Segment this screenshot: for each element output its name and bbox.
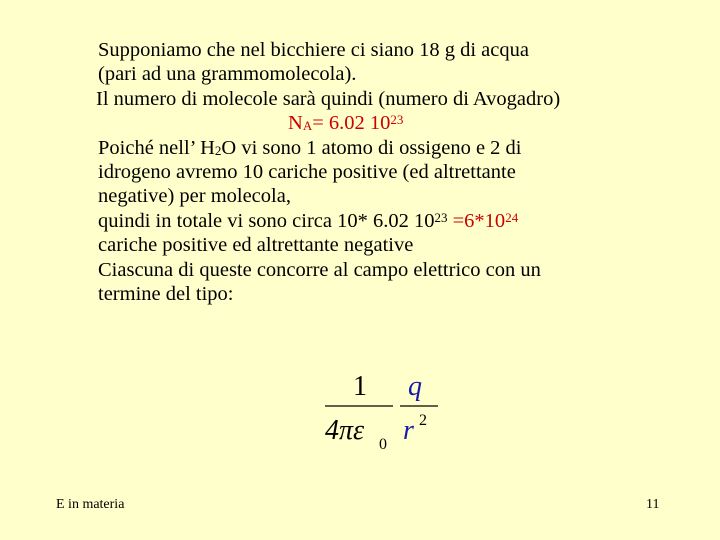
page-number: 11 <box>646 497 660 512</box>
text-line: Poiché nell’ $H_2O$ vi sono 1 atomo di ossigeno e 2 di <box>98 136 522 159</box>
formula-denominator-1: 4πε <box>325 415 365 446</box>
formula-denominator-2: r <box>403 415 414 446</box>
formula-denominator-2-exp: 2 <box>419 412 427 429</box>
formula-numerator-2: q <box>408 371 422 402</box>
slide-body <box>98 38 698 306</box>
avogadro-number: $N_A= 6.02$ $10^{23}$ <box>288 112 404 135</box>
text-line: quindi in totale vi sono circa 10* 6.02 $10^{23} =6*10^{24}$ <box>98 209 519 232</box>
text-line: Il numero di molecole sarà quindi (numero di Avogadro) <box>96 87 561 110</box>
text-line: cariche positive ed altrettante negative <box>98 234 414 257</box>
text-line: (pari ad una grammomolecola). <box>98 63 357 86</box>
formula-numerator-1: 1 <box>353 371 367 402</box>
coulomb-formula <box>320 365 450 455</box>
text-line: idrogeno avremo 10 cariche positive (ed altrettante <box>98 161 516 184</box>
text-line: negative) per molecola, <box>98 185 291 208</box>
text-line: termine del tipo: <box>98 283 234 306</box>
formula-denominator-1-sub: 0 <box>379 436 387 453</box>
text-line: Supponiamo che nel bicchiere ci siano 18 g di acqua <box>98 39 529 61</box>
text-line: Ciascuna di queste concorre al campo elettrico con un <box>98 258 541 281</box>
footer-title: E in materia <box>56 497 125 512</box>
